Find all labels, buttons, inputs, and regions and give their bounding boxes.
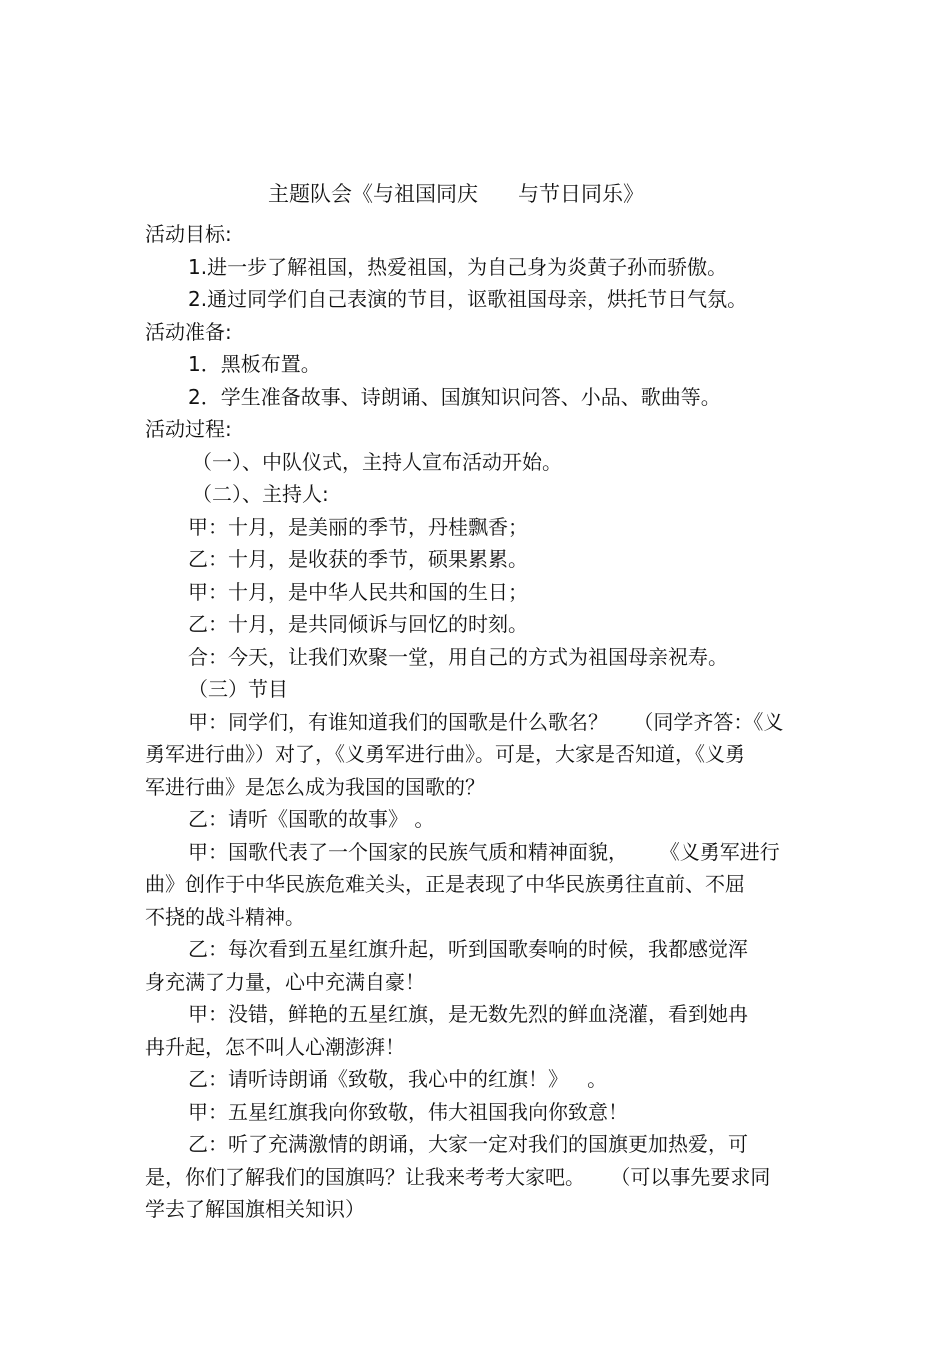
text-line: 1．黑板布置。 [188,352,321,376]
text-line: 身充满了力量，心中充满自豪！ [145,969,425,994]
text-line: （二）、主持人: [192,482,329,506]
text-line: 不挠的战斗精神。 [145,904,305,929]
text-line: 活动过程: [145,417,232,441]
document-body [145,218,815,1226]
text-line: 冉升起，怎不叫人心潮澎湃！ [145,1034,405,1059]
text-line: 学去了解国旗相关知识） [145,1197,365,1221]
text-line: 甲：十月，是美丽的季节，丹桂飘香； [188,514,528,539]
text-line: 甲：没错，鲜艳的五星红旗，是无数先烈的鲜血浇灌，看到她冉 [188,1002,748,1026]
text-line: 乙：十月，是收获的季节，硕果累累。 [188,547,528,571]
text-line: 甲：五星红旗我向你致敬，伟大祖国我向你致意！ [188,1099,628,1124]
text-line: 甲：同学们，有谁知道我们的国歌是什么歌名？ （同学齐答：《义 [188,709,784,734]
text-line: 合：今天，让我们欢聚一堂，用自己的方式为祖国母亲祝寿。 [188,644,728,669]
text-line: 2.通过同学们自己表演的节目，讴歌祖国母亲，烘托节日气氛。 [188,287,748,311]
text-line: 1.进一步了解祖国，热爱祖国，为自己身为炎黄子孙而骄傲。 [188,254,728,279]
document-title: 主题队会《与祖国同庆 与节日同乐》 [267,182,645,206]
text-line: 乙：请听诗朗诵《致敬，我心中的红旗！》 。 [188,1067,608,1091]
text-line: 乙：请听《国歌的故事》 。 [188,807,435,831]
text-line: 乙：每次看到五星红旗升起，听到国歌奏响的时候，我都感觉浑 [188,937,748,961]
text-line: 乙：听了充满激情的朗诵，大家一定对我们的国旗更加热爱，可 [188,1132,748,1156]
text-line: 乙：十月，是共同倾诉与回忆的时刻。 [188,612,528,636]
text-line: 2．学生准备故事、诗朗诵、国旗知识问答、小品、歌曲等。 [188,384,721,409]
text-line: 军进行曲》是怎么成为我国的国歌的？ [145,774,485,799]
text-line: 甲：国歌代表了一个国家的民族气质和精神面貌， 《义勇军进行 [188,839,780,864]
text-line: （三）节目 [188,677,288,701]
text-line: 活动目标: [145,222,232,246]
text-line: 曲》创作于中华民族危难关头，正是表现了中华民族勇往直前、不屈 [145,872,745,896]
text-line: 勇军进行曲》）对了，《义勇军进行曲》。可是，大家是否知道，《义勇 [145,742,745,766]
text-line: 活动准备: [145,319,232,344]
text-line: 是，你们了解我们的国旗吗？让我来考考大家吧。 （可以事先要求同 [145,1164,771,1189]
text-line: 甲：十月，是中华人民共和国的生日； [188,579,528,604]
text-line: （一）、中队仪式，主持人宣布活动开始。 [192,449,562,474]
